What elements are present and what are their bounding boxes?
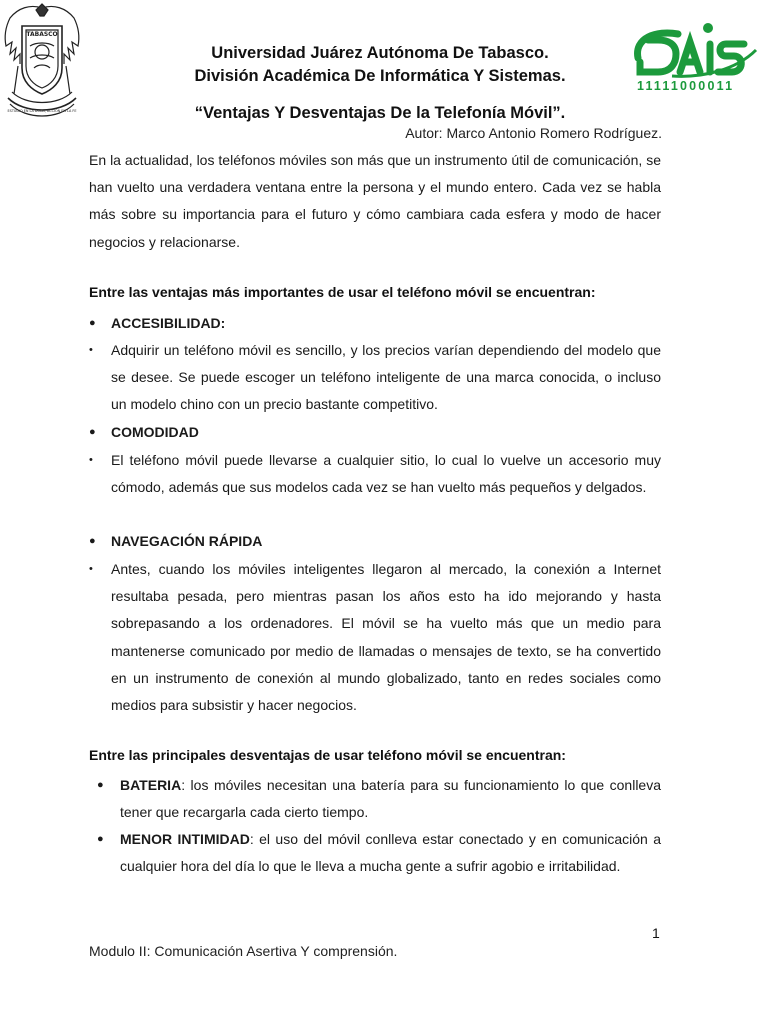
bullet-icon: ● (89, 426, 96, 438)
bullet-icon: ● (89, 317, 96, 329)
advantages-heading: Entre las ventajas más importantes de usar el teléfono móvil se encuentran: (89, 284, 596, 300)
division-name: División Académica De Informática Y Sistemas. (194, 67, 566, 85)
university-name: Universidad Juárez Autónoma De Tabasco. (211, 44, 549, 62)
document-title: “Ventajas Y Desventajas De la Telefonía Móvil”. (194, 104, 566, 122)
advantage-title-item (89, 310, 661, 337)
advantage-title: ACCESIBILIDAD: (111, 315, 226, 331)
bullet-icon: ● (89, 535, 96, 547)
page-footer: Modulo II: Comunicación Asertiva Y comprensión. (89, 943, 398, 959)
disadvantage-title: BATERIA (120, 777, 182, 793)
advantage-description-item (89, 556, 661, 719)
advantage-description: Adquirir un teléfono móvil es sencillo, y los precios varían dependiendo del modelo que se desee. Se puede escoger un teléfono inteligente de una marca conocida, o incluso un modelo chino con un precio bastante competitivo. (111, 342, 661, 413)
advantage-description: Antes, cuando los móviles inteligentes llegaron al mercado, la conexión a Internet resultaba pesada, pero mientras pasan los años esto ha ido mejorando y hasta sobrepasando a los ordenadores. El móvil se ha vuelto más que un medio para mantenerse comunicado por medio de llamadas o mensajes de texto, se ha convertido en un instrumento de conexión al mundo globalizado, tanto en redes sociales como medios para subsistir y hacer negocios. (111, 561, 661, 714)
advantage-title-item (89, 419, 661, 446)
advantage-description-item (89, 447, 661, 501)
advantage-title-item (89, 528, 661, 555)
advantage-description-item (89, 337, 661, 419)
dais-binary-label: 11111000011 (637, 79, 735, 93)
advantage-description: El teléfono móvil puede llevarse a cualquier sitio, lo cual lo vuelve un accesorio muy cómodo, además que sus modelos cada vez se han vuelto más pequeños y delgados. (111, 452, 661, 496)
intro-paragraph: En la actualidad, los teléfonos móviles son más que un instrumento útil de comunicación, se han vuelto una verdadera ventana entre la persona y el mundo entero. Cada vez se habla más sobre su importancia para el futuro y cómo cambiara cada esfera y modo de hacer negocios y relacionarse. (89, 152, 661, 250)
advantage-title: NAVEGACIÓN RÁPIDA (111, 533, 263, 549)
author-line: Autor: Marco Antonio Romero Rodríguez. (405, 125, 662, 141)
page-number: 1 (652, 925, 660, 941)
bullet-icon: ● (97, 779, 104, 791)
disadvantage-description: : los móviles necesitan una batería para su funcionamiento lo que conlleva tener que recargarla cada cierto tiempo. (120, 777, 661, 821)
disadvantage-item (97, 772, 661, 826)
bullet-icon: • (89, 344, 93, 356)
advantage-title: COMODIDAD (111, 424, 199, 440)
disadvantages-heading: Entre las principales desventajas de usar teléfono móvil se encuentran: (89, 747, 566, 763)
bullet-icon: ● (97, 833, 104, 845)
university-seal-logo (0, 2, 84, 128)
seal-motto: ESTUDIO EN LA DUDA, ACCIÓN EN LA FE (7, 109, 77, 113)
bullet-icon: • (89, 563, 93, 575)
disadvantage-description: : el uso del móvil conlleva estar conectado y en comunicación a cualquier hora del día lo que le lleva a mucha gente a sufrir agobio e irritabilidad. (120, 831, 661, 875)
bullet-icon: • (89, 454, 93, 466)
disadvantage-title: MENOR INTIMIDAD (120, 831, 250, 847)
disadvantage-item (97, 826, 661, 880)
seal-label: TABASCO (26, 31, 58, 38)
